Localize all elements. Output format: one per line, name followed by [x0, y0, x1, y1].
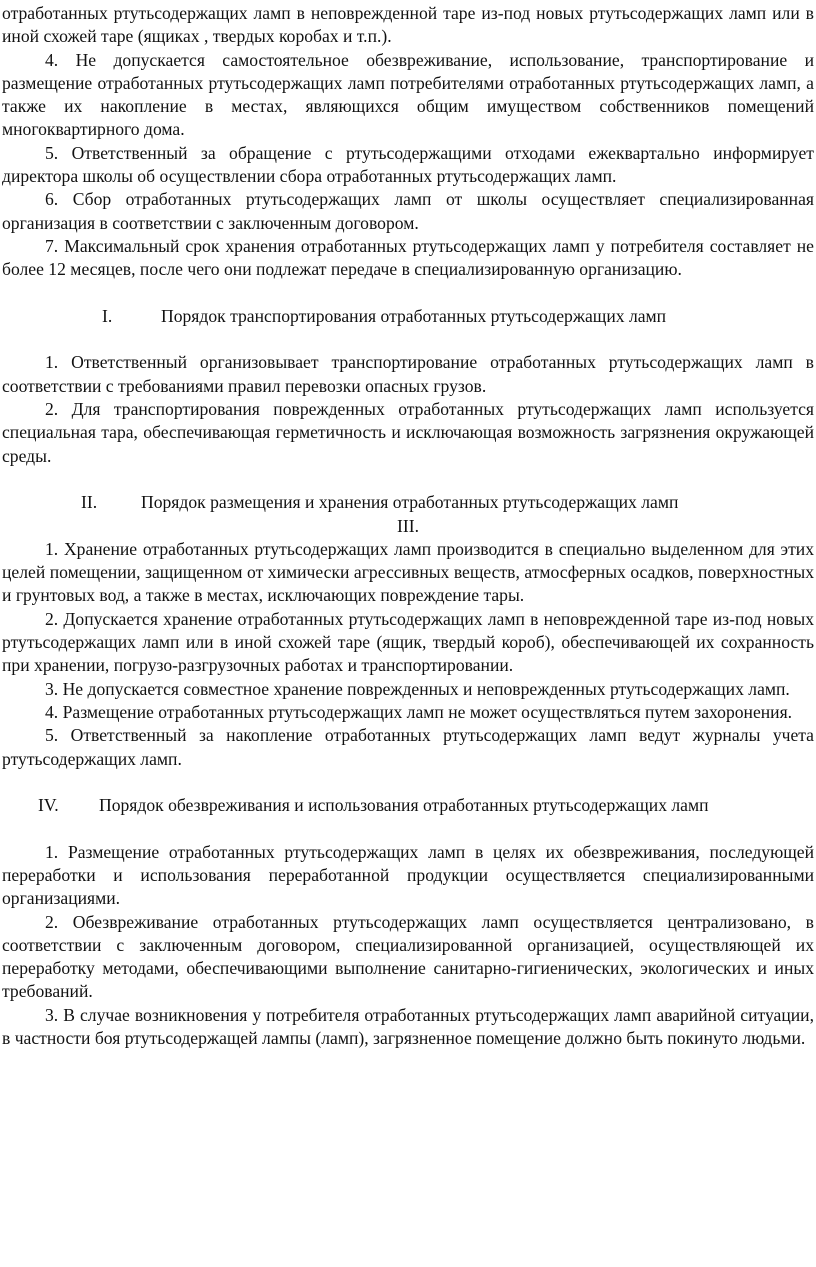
- heading-title: Порядок размещения и хранения отработанных ртутьсодержащих ламп: [141, 492, 679, 513]
- section-a-item-7: 7. Максимальный срок хранения отработанных ртутьсодержащих ламп у потребителя составляет не более 12 месяцев, после чего они подлежат передаче в специализированную организацию.: [2, 235, 814, 280]
- section-heading-1: [2, 305, 814, 328]
- heading-number: IV.: [38, 795, 59, 816]
- section-4-item-2: 2. Обезвреживание отработанных ртутьсодержащих ламп осуществляется централизовано, в соответствии с заключенным договором, специализированной организацией, осуществляющей их переработку методами, обеспечивающими выполнение санитарно-гигиенических, экологических и иных требований.: [2, 911, 814, 1002]
- section-2-item-3: 3. Не допускается совместное хранение поврежденных и неповрежденных ртутьсодержащих ламп.: [45, 678, 790, 699]
- intro-continuation: отработанных ртутьсодержащих ламп в неповрежденной таре из-под новых ртутьсодержащих ламп или в иной схожей таре (ящиках , твердых коробах и т.п.).: [2, 3, 814, 47]
- heading-number: I.: [102, 305, 113, 326]
- heading-number: II.: [81, 492, 98, 513]
- section-heading-4: [2, 794, 814, 817]
- section-1-item-2: 2. Для транспортирования поврежденных отработанных ртутьсодержащих ламп используется специальная тара, обеспечивающая герметичность и исключающая возможность загрязнения окружающей среды.: [2, 399, 814, 466]
- section-4-item-1: 1. Размещение отработанных ртутьсодержащих ламп в целях их обезвреживания, последующей переработки и использования переработанной продукции осуществляется специализированными организациями.: [2, 841, 814, 909]
- section-2-item-5: 5. Ответственный за накопление отработанных ртутьсодержащих ламп ведут журналы учета ртутьсодержащих ламп.: [2, 725, 814, 769]
- section-heading-3-number: III.: [397, 515, 419, 536]
- section-2-item-1: 1. Хранение отработанных ртутьсодержащих ламп производится в специально выделенном для этих целей помещении, защищенном от химически агрессивных веществ, атмосферных осадков, поверхностных и грунтовых вод, а также в местах, исключающих повреждение тары.: [2, 538, 814, 606]
- section-a-item-6: 6. Сбор отработанных ртутьсодержащих ламп от школы осуществляет специализированная организация в соответствии с заключенным договором.: [2, 189, 814, 233]
- section-2-item-2: 2. Допускается хранение отработанных ртутьсодержащих ламп в неповрежденной таре из-под новых ртутьсодержащих ламп или в иной схожей таре (ящик, твердый короб), обеспечивающей их сохранность при хранении, погрузо-разгрузочных работах и транспортировании.: [2, 608, 814, 676]
- section-heading-2: [2, 491, 814, 514]
- section-a-item-4: 4. Не допускается самостоятельное обезвреживание, использование, транспортирование и размещение отработанных ртутьсодержащих ламп потребителями отработанных ртутьсодержащих ламп, а также их накопление в местах, являющихся общим имуществом собственников помещений многоквартирного дома.: [2, 49, 814, 140]
- section-4-item-3: 3. В случае возникновения у потребителя отработанных ртутьсодержащих ламп аварийной ситуации, в частности боя ртутьсодержащей лампы (ламп), загрязненное помещение должно быть покинуто людьми.: [2, 1004, 814, 1049]
- heading-title: Порядок транспортирования отработанных ртутьсодержащих ламп: [161, 305, 667, 326]
- section-a-item-5: 5. Ответственный за обращение с ртутьсодержащими отходами ежеквартально информирует директора школы об осуществлении сбора отработанных ртутьсодержащих ламп.: [2, 142, 814, 187]
- heading-title: Порядок обезвреживания и использования отработанных ртутьсодержащих ламп: [99, 795, 709, 816]
- section-2-item-4: 4. Размещение отработанных ртутьсодержащих ламп не может осуществляться путем захоронения.: [45, 701, 793, 722]
- section-1-item-1: 1. Ответственный организовывает транспортирование отработанных ртутьсодержащих ламп в соответствии с требованиями правил перевозки опасных грузов.: [2, 352, 814, 396]
